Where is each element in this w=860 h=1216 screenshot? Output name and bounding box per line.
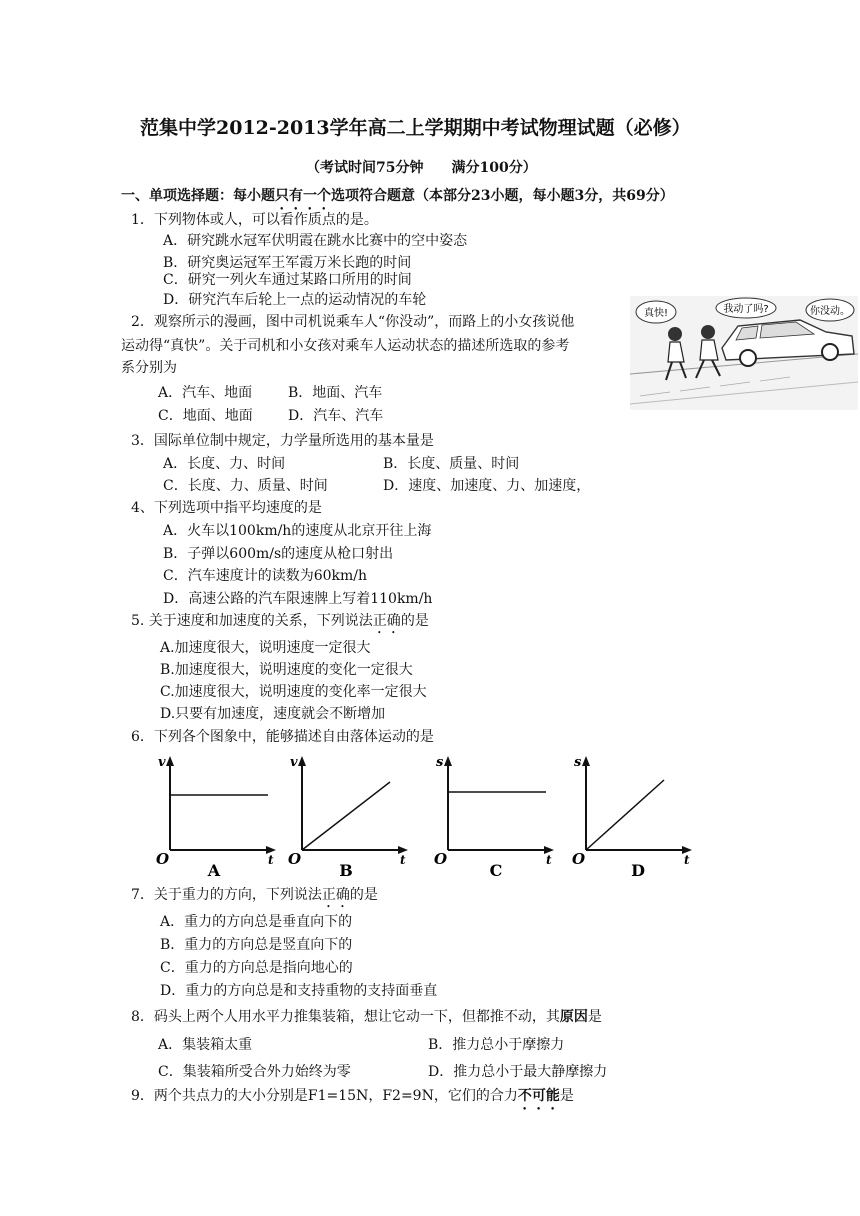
q4-option-a: A．火车以100km/h的速度从北京开往上海	[163, 523, 432, 539]
q6-graph-c	[428, 752, 558, 884]
q6-graph-a	[150, 752, 280, 884]
q4-stem: 4、下列选项中指平均速度的是	[131, 500, 322, 516]
graph-a-ylabel: v	[158, 755, 166, 770]
graph-d-origin: O	[572, 850, 586, 868]
q9-stem-post: 是	[559, 1088, 574, 1104]
q7-stem	[131, 885, 378, 911]
cartoon-drawing	[630, 296, 858, 410]
q7-stem-post: 的是	[349, 887, 378, 903]
q1-stem: 1．下列物体或人，可以看作质点的是。	[131, 212, 378, 228]
q6-graph-b	[282, 752, 412, 884]
q4-option-c: C．汽车速度计的读数为60km/h	[163, 568, 368, 584]
graph-d-xlabel: t	[684, 853, 690, 867]
section-heading	[121, 186, 674, 213]
q5-stem	[131, 611, 429, 637]
q1-option-a: A．研究跳水冠军伏明霞在跳水比赛中的空中姿态	[163, 233, 468, 249]
q4-option-b: B．子弹以600m/s的速度从枪口射出	[163, 546, 394, 562]
q7-option-d: D．重力的方向总是和支持重物的支持面垂直	[160, 983, 438, 999]
q5-stem-emphasis: 正确	[372, 613, 401, 629]
page-title: 范集中学2012-2013学年高二上学期期中考试物理试题（必修）	[140, 117, 691, 139]
q8-option-a: A．集装箱太重	[158, 1037, 253, 1053]
q1-option-b: B．研究奥运冠军王军霞万米长跑的时间	[163, 255, 412, 271]
q8-option-c: C．集装箱所受合外力始终为零	[158, 1064, 351, 1080]
q2-option-d: D．汽车、汽车	[288, 408, 384, 424]
q2-option-a: A．汽车、地面	[158, 385, 253, 401]
q6-graph-d	[566, 752, 696, 884]
q9-stem-pre: 9．两个共点力的大小分别是F1=15N，F2=9N，它们的合力	[131, 1088, 518, 1104]
graph-c-caption: C	[489, 861, 503, 880]
q5-option-d: D.只要有加速度，速度就会不断增加	[160, 706, 386, 722]
q3-option-b: B．长度、质量、时间	[383, 456, 520, 472]
q5-stem-pre: 5. 关于速度和加速度的关系，下列说法	[131, 613, 373, 629]
q7-option-c: C．重力的方向总是指向地心的	[160, 960, 353, 976]
q4-option-d: D．高速公路的汽车限速牌上写着110km/h	[163, 591, 433, 607]
graph-a-caption: A	[207, 861, 221, 880]
q3-stem: 3．国际单位制中规定，力学量所选用的基本量是	[131, 433, 434, 449]
section-heading-emphasis: 只有一个	[275, 188, 331, 204]
graph-b-xlabel: t	[400, 853, 406, 867]
q1-option-d: D．研究汽车后轮上一点的运动情况的车轮	[163, 292, 427, 308]
q7-stem-pre: 7．关于重力的方向，下列说法	[131, 887, 322, 903]
q8-stem-emphasis: 原因	[559, 1009, 588, 1025]
q3-option-a: A．长度、力、时间	[163, 456, 286, 472]
q8-stem-post: 是	[587, 1009, 602, 1025]
section-heading-post: 选项符合题意（本部分23小题，每小题3分，共69分）	[331, 188, 674, 204]
cartoon-bubble-1: 真快!	[643, 308, 669, 319]
cartoon-bubble-2: 我动了吗?	[723, 304, 769, 315]
q2-option-c: C．地面、地面	[158, 408, 253, 424]
q2-option-b: B．地面、汽车	[288, 385, 383, 401]
q5-option-c: C.加速度很大，说明速度的变化率一定很大	[160, 684, 427, 700]
q7-option-a: A．重力的方向总是垂直向下的	[160, 914, 353, 930]
q2-line-1: 2．观察所示的漫画，图中司机说乘车人“你没动”，而路上的小女孩说他	[131, 314, 575, 330]
q1-option-c: C．研究一列火车通过某路口所用的时间	[163, 272, 412, 288]
q7-stem-emphasis: 正确	[321, 887, 350, 903]
graph-d-ylabel: s	[574, 755, 582, 770]
graph-a-xlabel: t	[268, 853, 274, 867]
q5-stem-post: 的是	[400, 613, 429, 629]
q8-stem	[131, 1007, 602, 1027]
q9-stem-emphasis: 不可能	[517, 1088, 560, 1104]
graph-b-caption: B	[339, 861, 353, 880]
cartoon-bubble-3: 你没动。	[810, 306, 850, 317]
graph-b-origin: O	[288, 850, 302, 868]
q5-option-b: B.加速度很大，说明速度的变化一定很大	[160, 662, 413, 678]
q2-line-3: 系分别为	[121, 360, 177, 376]
graph-c-ylabel: s	[436, 755, 444, 770]
page-subtitle: （考试时间75分钟 满分100分）	[306, 160, 537, 176]
q8-option-b: B．推力总小于摩擦力	[428, 1037, 565, 1053]
q9-stem	[131, 1086, 574, 1113]
graph-d-caption: D	[631, 861, 645, 880]
cartoon-illustration	[630, 296, 858, 410]
q3-option-d: D．速度、加速度、力、加速度，	[383, 478, 591, 494]
q8-option-d: D．推力总小于最大静摩擦力	[428, 1064, 608, 1080]
q8-stem-pre: 8．码头上两个人用水平力推集装箱，想让它动一下，但都推不动，其	[131, 1009, 560, 1025]
q2-line-2: 运动得“真快”。关于司机和小女孩对乘车人运动状态的描述所选取的参考	[121, 338, 570, 354]
section-heading-pre: 一、单项选择题：每小题	[121, 188, 275, 204]
graph-b-ylabel: v	[290, 755, 298, 770]
graph-c-xlabel: t	[546, 853, 552, 867]
q5-option-a: A.加速度很大，说明速度一定很大	[160, 640, 371, 656]
graph-c-origin: O	[434, 850, 448, 868]
graph-a-origin: O	[156, 850, 170, 868]
q7-option-b: B．重力的方向总是竖直向下的	[160, 937, 353, 953]
q6-stem: 6．下列各个图象中，能够描述自由落体运动的是	[131, 729, 434, 745]
q3-option-c: C．长度、力、质量、时间	[163, 478, 328, 494]
